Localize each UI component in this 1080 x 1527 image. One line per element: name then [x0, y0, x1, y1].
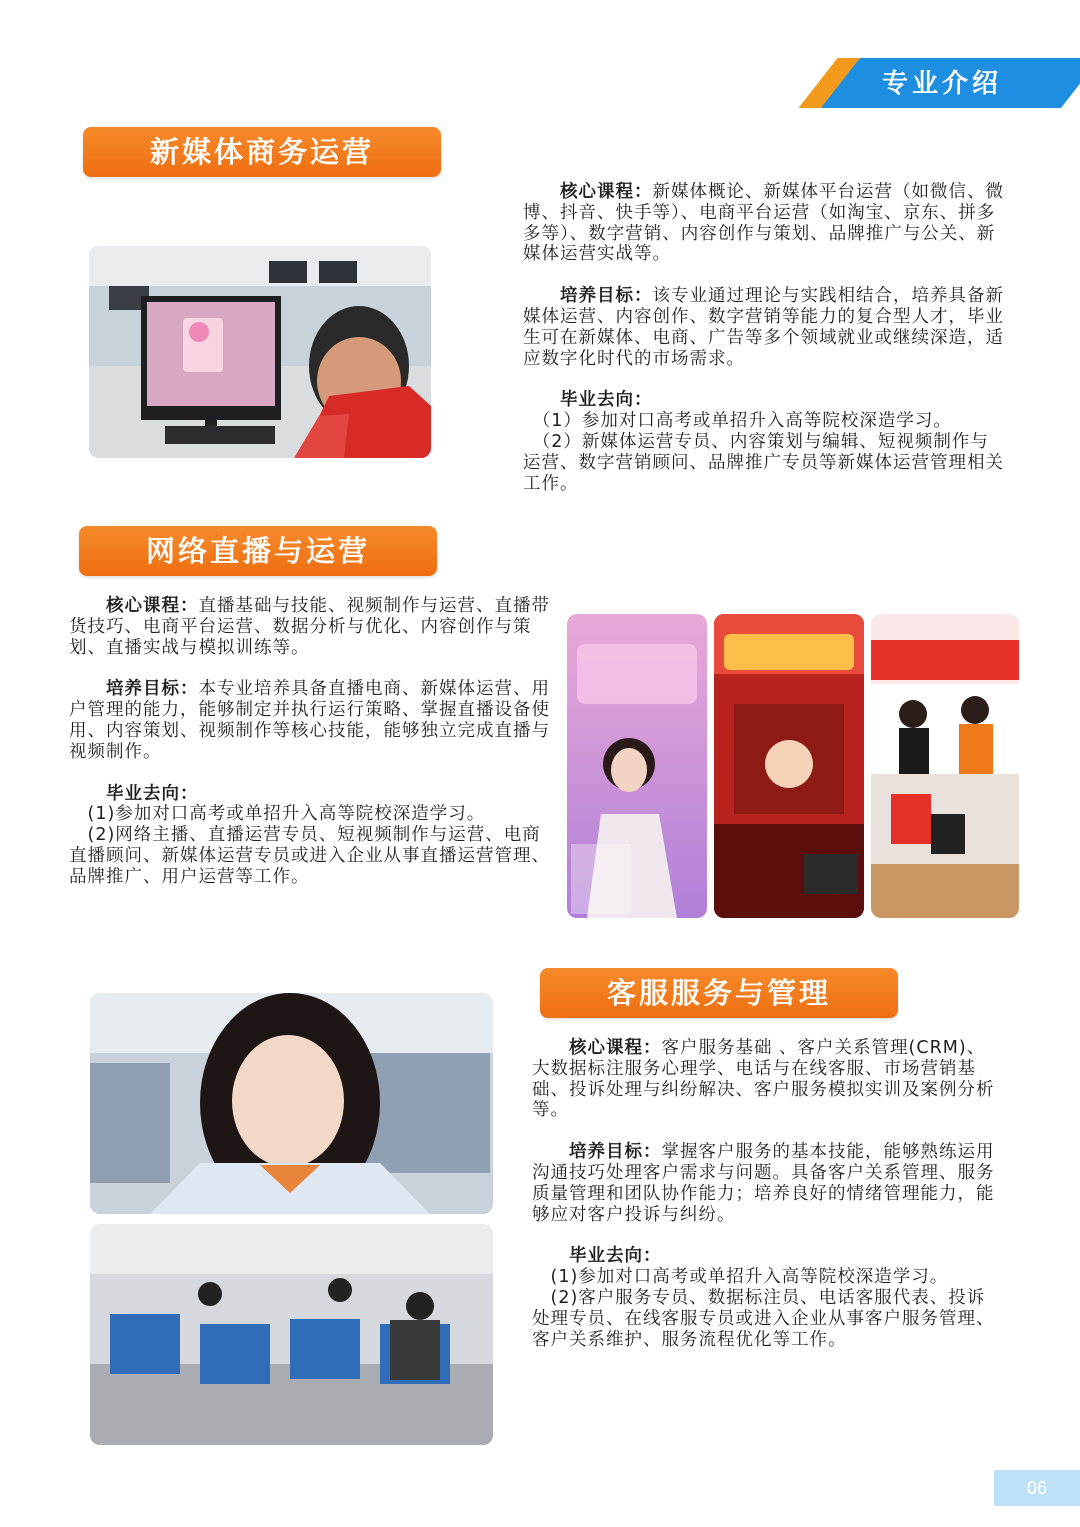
photo-livestream-host-illustration	[567, 614, 707, 918]
career-heading	[523, 390, 1007, 411]
core-course-label: 核心课程：	[560, 182, 653, 202]
career-item: (2)网络主播、直播运营专员、短视频制作与运营、电商直播顾问、新媒体运营专员或进入企业从事直播运营管理、品牌推广、用户运营等工作。	[69, 825, 550, 887]
career-label: 毕业去向：	[569, 1246, 662, 1267]
core-course-label: 核心课程：	[569, 1038, 662, 1058]
goal-label: 培养目标：	[106, 679, 199, 700]
section-text-customer-service	[532, 1038, 1002, 1350]
photo-training-classroom-illustration	[90, 1224, 493, 1445]
photo-livestream-promo	[714, 614, 864, 918]
section-title-new-media: 新媒体商务运营	[83, 127, 441, 177]
core-course-label: 核心课程：	[106, 596, 199, 616]
goal-text: 该专业通过理论与实践相结合，培养具备新媒体运营、内容创作、数字营销等能力的复合型人才，毕业生可在新媒体、电商、广告等多个领域就业或继续深造，适应数字化时代的市场需求。	[523, 286, 1004, 369]
core-course-paragraph	[532, 1038, 1002, 1121]
photo-computer-lab-illustration	[89, 246, 431, 458]
career-label: 毕业去向：	[106, 783, 199, 804]
page-number: 06	[994, 1470, 1080, 1506]
section-text-new-media	[523, 182, 1007, 494]
career-item: （2）新媒体运营专员、内容策划与编辑、短视频制作与运营、数字营销顾问、品牌推广专员等新媒体运营管理相关工作。	[523, 431, 1004, 494]
photo-livestream-promo-illustration	[714, 614, 864, 918]
career-label: 毕业去向：	[560, 390, 653, 411]
header-label: 专业介绍	[882, 69, 1003, 99]
career-item: （1）参加对口高考或单招升入高等院校深造学习。	[523, 411, 952, 432]
career-item: (2)客户服务专员、数据标注员、电话客服代表、投诉处理专员、在线客服专员或进入企业从事客户服务管理、客户关系维护、服务流程优化等工作。	[532, 1287, 995, 1350]
photo-training-classroom	[90, 1224, 493, 1445]
goal-label: 培养目标：	[560, 286, 653, 307]
core-course-paragraph	[69, 596, 553, 658]
photo-customer-service-agent-illustration	[90, 993, 493, 1214]
career-heading	[69, 784, 553, 805]
photo-livestream-host	[567, 614, 707, 918]
section-title-customer-service: 客服服务与管理	[540, 968, 898, 1018]
goal-text: 本专业培养具备直播电商、新媒体运营、用户管理的能力，能够制定并执行运行策略、掌握直播设备使用、内容策划、视频制作等核心技能，能够独立完成直播与视频制作。	[69, 679, 550, 762]
section-title-live-streaming: 网络直播与运营	[79, 526, 437, 576]
goal-text: 掌握客户服务的基本技能，能够熟练运用沟通技巧处理客户需求与问题。具备客户关系管理、服务质量管理和团队协作能力；培养良好的情绪管理能力，能够应对客户投诉与纠纷。	[532, 1142, 995, 1225]
core-course-paragraph	[523, 182, 1007, 265]
core-course-text: 客户服务基础 、客户关系管理(CRM)、大数据标注服务心理学、电话与在线客服、市场营销基础、投诉处理与纠纷解决、客户服务模拟实训及案例分析等。	[532, 1038, 995, 1121]
core-course-text: 直播基础与技能、视频制作与运营、直播带货技巧、电商平台运营、数据分析与优化、内容创作与策划、直播实战与模拟训练等。	[69, 596, 550, 658]
photo-customer-service-agent	[90, 993, 493, 1214]
core-course-text: 新媒体概论、新媒体平台运营（如微信、微博、抖音、快手等）、电商平台运营（如淘宝、京东、拼多多等）、数字营销、内容创作与策划、品牌推广与公关、新媒体运营实战等。	[523, 182, 1004, 265]
career-heading	[532, 1246, 1002, 1267]
photo-computer-lab	[89, 246, 431, 458]
goal-paragraph	[69, 679, 553, 762]
goal-paragraph	[532, 1142, 1002, 1225]
goal-paragraph	[523, 286, 1007, 369]
career-item: (1)参加对口高考或单招升入高等院校深造学习。	[532, 1267, 949, 1288]
photo-livestream-studio-illustration	[871, 614, 1019, 918]
career-item: (1)参加对口高考或单招升入高等院校深造学习。	[69, 804, 486, 825]
photo-livestream-studio	[871, 614, 1019, 918]
section-text-live-streaming	[69, 596, 553, 888]
goal-label: 培养目标：	[569, 1142, 662, 1163]
